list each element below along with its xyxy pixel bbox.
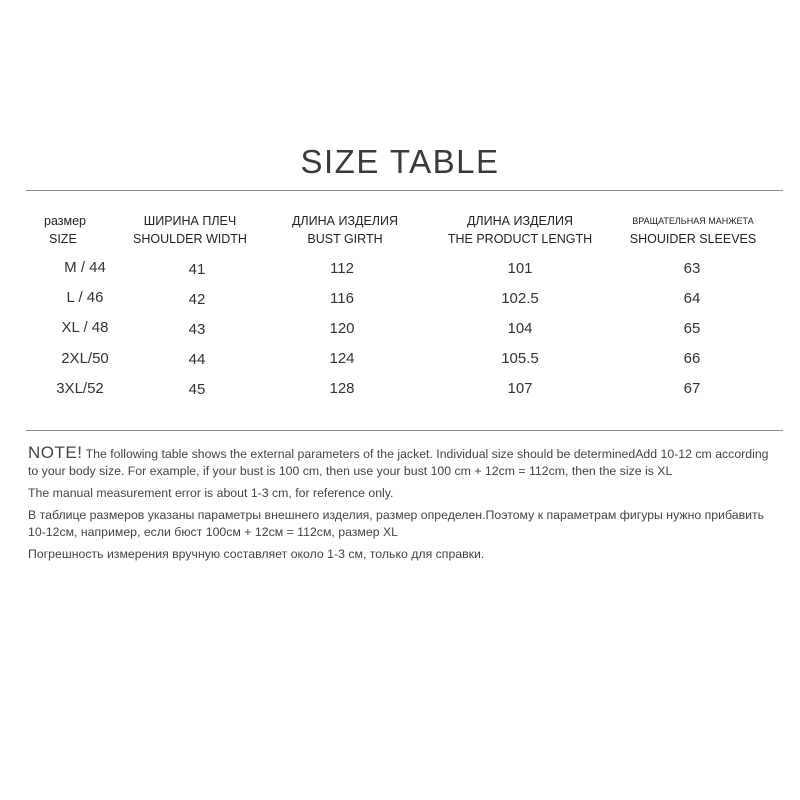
header-length <box>440 212 600 248</box>
note-text-ru: В таблице размеров указаны параметры внешнего изделия, размер определен.Поэтому к параметрам фигуры нужно прибавить 10-12см, например, если бюст 100см + 12см = 112см, размер XL <box>28 508 765 539</box>
bottom-divider <box>26 430 783 431</box>
note-error-en: The manual measurement error is about 1-3 cm, for reference only. <box>28 486 394 500</box>
cell-sleeves: 65 <box>683 320 701 337</box>
header-shoulder-en: SHOULDER WIDTH <box>133 232 247 246</box>
cell-size: 2XL/50 <box>61 350 109 367</box>
note-label: NOTE! <box>28 443 83 462</box>
cell-sleeves: 66 <box>683 350 701 367</box>
header-sleeves <box>623 212 763 248</box>
header-size-ru: размер <box>44 214 86 228</box>
cell-length: 107 <box>507 380 533 397</box>
header-shoulder-ru: ШИРИНА ПЛЕЧ <box>143 214 237 228</box>
cell-length: 105.5 <box>501 350 539 367</box>
note-paragraph-en <box>28 444 780 480</box>
note-error-ru: Погрешность измерения вручную составляет около 1-3 см, только для справки. <box>28 547 485 561</box>
cell-bust: 112 <box>330 260 354 277</box>
header-sleeves-ru: ВРАЩАТЕЛЬНАЯ МАНЖЕТА <box>632 216 754 226</box>
cell-length: 101 <box>507 260 533 277</box>
cell-sleeves: 67 <box>683 380 701 397</box>
header-size <box>44 212 114 248</box>
page-title: SIZE TABLE <box>300 143 500 180</box>
header-bust <box>280 212 410 248</box>
top-divider <box>26 190 783 191</box>
cell-shoulder: 43 <box>188 321 206 338</box>
header-bust-ru: ДЛИНА ИЗДЕЛИЯ <box>291 214 399 228</box>
header-sleeves-en: SHOUIDER SLEEVES <box>629 232 757 246</box>
header-length-ru: ДЛИНА ИЗДЕЛИЯ <box>466 214 574 228</box>
cell-size: 3XL/52 <box>56 380 104 397</box>
cell-size: M / 44 <box>64 259 106 276</box>
header-size-en: SIZE <box>49 232 77 246</box>
cell-length: 102.5 <box>501 290 539 307</box>
header-shoulder <box>125 212 255 248</box>
cell-shoulder: 44 <box>188 351 206 368</box>
cell-length: 104 <box>507 320 533 337</box>
header-length-en: THE PRODUCT LENGTH <box>447 232 593 246</box>
cell-sleeves: 64 <box>683 290 701 307</box>
cell-bust: 116 <box>330 290 354 307</box>
cell-size: XL / 48 <box>61 319 109 336</box>
cell-shoulder: 42 <box>188 291 206 308</box>
cell-shoulder: 41 <box>188 261 206 278</box>
cell-bust: 120 <box>329 320 355 337</box>
note-section <box>28 444 780 568</box>
cell-bust: 128 <box>329 380 355 397</box>
note-text-en: The following table shows the external parameters of the jacket. Individual size should be determinedAdd 10-12 cm according to your body size. For example, if your bust is 100 cm, then use your bust 100 cm + 12cm = 112cm, then the size is XL <box>28 447 769 478</box>
cell-sleeves: 63 <box>683 260 701 277</box>
cell-bust: 124 <box>329 350 355 367</box>
cell-size: L / 46 <box>66 289 104 306</box>
header-bust-en: BUST GIRTH <box>307 232 383 246</box>
cell-shoulder: 45 <box>188 381 206 398</box>
